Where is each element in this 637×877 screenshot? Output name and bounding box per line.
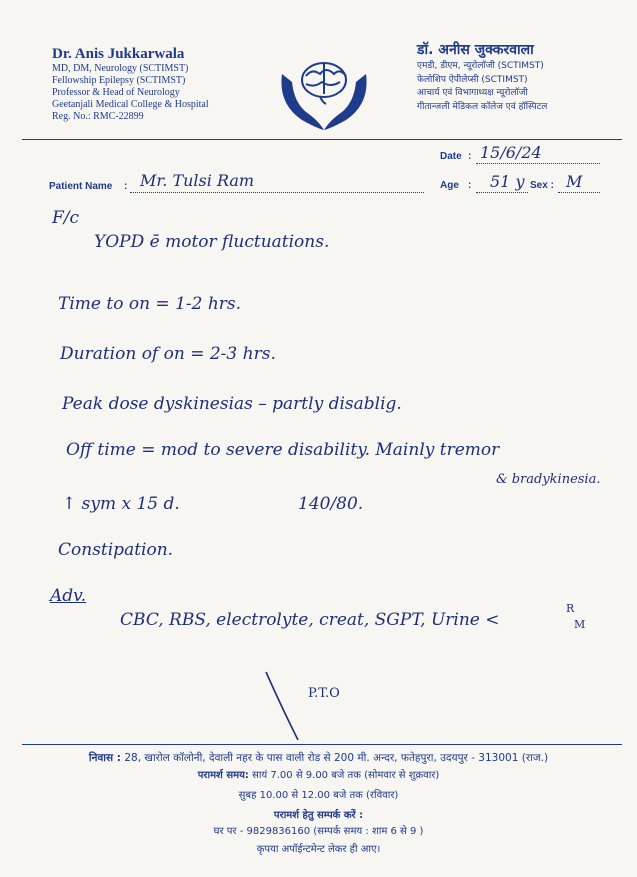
patient-name-colon: : (124, 181, 128, 192)
urine-routine: R (566, 602, 575, 615)
doctor-name-en: Dr. Anis Jukkarwala (52, 46, 185, 62)
blood-pressure: 140/80. (298, 494, 364, 514)
off-time-line: Off time = mod to severe disability. Mainly tremor (66, 440, 500, 460)
sex-label: Sex : (530, 180, 554, 191)
fc-note: F/c (52, 208, 80, 228)
off-time-continuation: & bradykinesia. (496, 472, 601, 487)
header-right (417, 40, 547, 114)
date-colon: : (468, 151, 472, 162)
pen-stroke (262, 668, 302, 744)
duration-on-line: Duration of on = 2-3 hrs. (60, 344, 276, 364)
appointment-note: कृपया अपॉईन्टमेन्ट लेकर ही आए। (256, 844, 381, 855)
sex-line (558, 192, 600, 193)
credential-line-hi: आचार्य एवं विभागाध्यक्ष न्यूरोलॉजी (417, 88, 528, 98)
date-label: Date (440, 151, 462, 162)
age-line (476, 192, 528, 193)
header-divider (22, 139, 622, 140)
credential-line: Professor & Head of Neurology (52, 87, 180, 98)
age-value: 51 y (490, 172, 525, 191)
time-to-on-line: Time to on = 1-2 hrs. (58, 294, 242, 314)
credential-line-hi: फेलोशिप ऐपीलेप्सी (SCTIMST) (417, 74, 528, 85)
advice-label: Adv. (50, 586, 87, 606)
address-text: 28, खारोल कॉलोनी, देवाली नहर के पास वाली रोड से 200 मी. अन्दर, फतेहपुरा, उदयपुर - 313001 (राज.) (124, 752, 549, 764)
patient-name-value: Mr. Tulsi Ram (140, 171, 255, 190)
pto-note: P.T.O (308, 686, 340, 701)
date-line (476, 163, 600, 164)
age-colon: : (468, 180, 472, 191)
header-left (52, 46, 209, 123)
credential-line-hi: गीतान्जली मेडिकल कॉलेज एवं हॉस्पिटल (417, 101, 548, 112)
credential-line: MD, DM, Neurology (SCTIMST) (52, 63, 189, 74)
credential-line-hi: एमडी, डीएम, न्यूरोलॉजी (SCTIMST) (417, 61, 544, 71)
dyskinesia-line: Peak dose dyskinesias – partly disablig. (62, 394, 402, 414)
symptoms-duration-line: ↑ sym x 15 d. (62, 494, 180, 514)
consult-time-label: परामर्श समय: (197, 770, 249, 781)
address-line (0, 752, 637, 764)
constipation-line: Constipation. (58, 540, 174, 560)
consult-time-weekday: सायं 7.00 से 9.00 बजे तक (सोमवार से शुक्रवार) (252, 770, 440, 781)
consult-time-line (0, 770, 637, 782)
brain-in-hands-icon (276, 44, 372, 134)
contact-phone: घर पर - 9829836160 (सम्पर्क समय : शाम 6 से 9 ) (213, 826, 424, 837)
consult-time-sunday: सुबह 10.00 से 12.00 बजे तक (रविवार) (238, 790, 399, 801)
date-value: 15/6/24 (480, 143, 542, 162)
patient-name-line (130, 192, 424, 193)
registration-number: Reg. No.: RMC-22899 (52, 111, 144, 122)
footer-divider (22, 744, 622, 745)
urine-microscopy: M (574, 618, 586, 631)
credential-line: Geetanjali Medical College & Hospital (52, 99, 209, 110)
advice-investigations: CBC, RBS, electrolyte, creat, SGPT, Urine < (120, 610, 500, 630)
diagnosis-line: YOPD ē motor fluctuations. (94, 232, 330, 252)
doctor-name-hi: डॉ. अनीस जुक्करवाला (417, 42, 534, 58)
sex-value: M (566, 172, 583, 191)
credential-line: Fellowship Epilepsy (SCTIMST) (52, 75, 186, 86)
contact-heading: परामर्श हेतु सम्पर्क करें : (273, 810, 364, 821)
patient-name-label: Patient Name (49, 181, 113, 192)
age-label: Age (440, 180, 459, 191)
address-label: निवास : (88, 752, 121, 764)
